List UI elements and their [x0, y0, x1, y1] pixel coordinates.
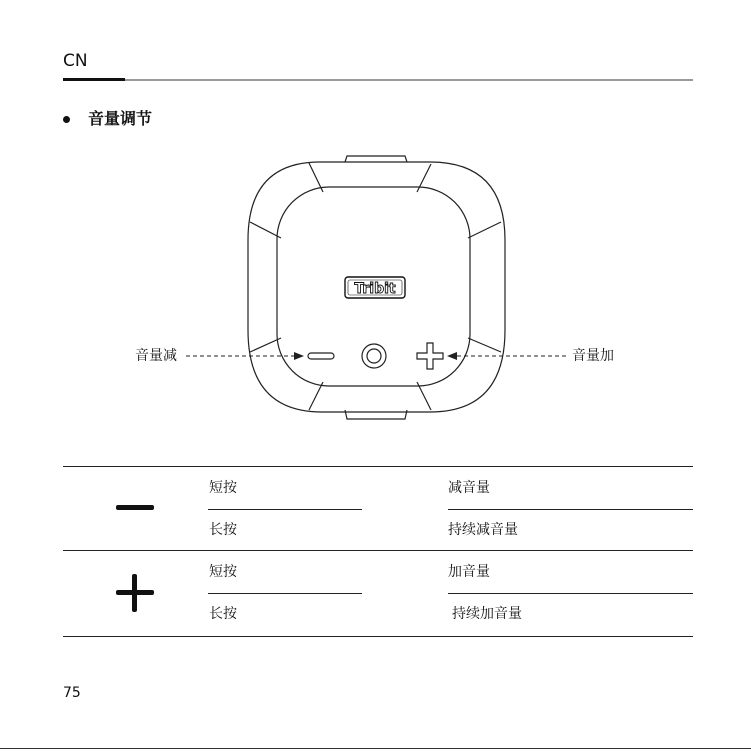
table-row: 减音量 [448, 480, 490, 496]
table-rule-inner [208, 593, 362, 594]
section-title: 音量调节 [88, 109, 153, 128]
svg-text:Tribit: Tribit [354, 281, 396, 297]
table-rule-bottom [63, 636, 693, 637]
language-code: CN [63, 51, 88, 71]
table-rule-inner [448, 593, 693, 594]
table-row: 加音量 [448, 564, 490, 580]
plus-icon [116, 574, 154, 612]
bullet-icon [63, 116, 70, 123]
table-rule-top [63, 466, 693, 467]
minus-icon [116, 505, 154, 510]
table-row: 持续加音量 [452, 606, 522, 622]
minus-callout-arrow-icon [294, 352, 304, 360]
table-row: 短按 [209, 564, 237, 580]
page-number: 75 [63, 685, 81, 701]
volume-down-label: 音量减 [135, 348, 177, 364]
table-row: 长按 [209, 522, 237, 538]
table-row: 长按 [209, 606, 237, 622]
table-rule-inner [208, 509, 362, 510]
speaker-illustration [130, 148, 630, 428]
plus-callout-arrow-icon [447, 352, 457, 360]
speaker-minus-button [308, 353, 334, 359]
table-rule-inner [448, 509, 693, 510]
header-rule-accent [63, 78, 125, 81]
table-row: 短按 [209, 480, 237, 496]
tribit-logo [345, 277, 405, 298]
speaker-power-button [362, 344, 386, 368]
header-rule [63, 79, 693, 81]
table-rule-middle [63, 550, 693, 551]
volume-up-label: 音量加 [572, 348, 614, 364]
speaker-plus-button [417, 343, 443, 369]
table-row: 持续减音量 [448, 522, 518, 538]
page-border [0, 748, 751, 749]
